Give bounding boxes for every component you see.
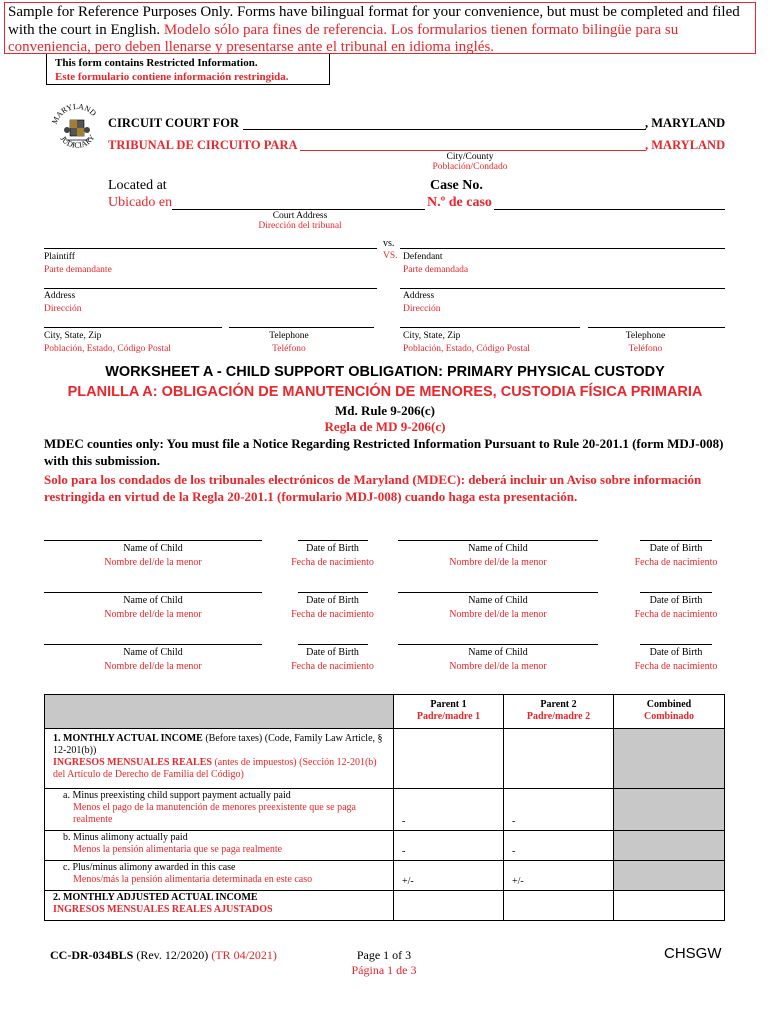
combined-child-support-cell bbox=[614, 789, 725, 831]
parent2-monthly-income-input[interactable] bbox=[504, 729, 614, 789]
defendant-address-en: Address bbox=[403, 291, 435, 301]
case-no-en: Case No. bbox=[430, 178, 483, 193]
rule-en: Md. Rule 9-206(c) bbox=[334, 403, 435, 418]
row1-es-rest: (antes de impuestos) (Sección 12-201(b) del Artículo de Derecho de Familia del Código) bbox=[53, 757, 377, 780]
child-name-en: Name of Child bbox=[468, 595, 528, 606]
child-dob-es: Fecha de nacimiento bbox=[291, 661, 374, 672]
form-code: CHSGW bbox=[664, 945, 722, 962]
combined-adjusted-income-input[interactable] bbox=[614, 891, 725, 921]
child-dob-line[interactable] bbox=[640, 540, 712, 541]
city-county-en: City/County bbox=[446, 152, 494, 162]
child-name-caption bbox=[398, 594, 598, 622]
child-dob-en: Date of Birth bbox=[306, 543, 359, 554]
plaintiff-city-line[interactable] bbox=[44, 327, 222, 328]
child-dob-line[interactable] bbox=[298, 592, 368, 593]
defendant-phone-en: Telephone bbox=[625, 331, 666, 341]
child-name-line[interactable] bbox=[398, 592, 598, 593]
child-dob-caption bbox=[620, 646, 732, 674]
located-at-en: Located at bbox=[108, 178, 167, 193]
child-name-caption bbox=[398, 542, 598, 570]
mdec-notice-es: Solo para los condados de los tribunales electrónicos de Maryland (MDEC): deberá incluir un Aviso sobre información restringida en virtud de la Regla 20-201.1 (formulario MDJ-008) cuando haga esta presentación. bbox=[44, 472, 702, 504]
parent1-alimony-awarded-input[interactable] bbox=[394, 861, 504, 891]
plaintiff-phone-caption bbox=[229, 330, 349, 356]
header-parent-1 bbox=[394, 695, 504, 729]
child-name-es: Nombre del/de la menor bbox=[104, 609, 202, 620]
child-name-en: Name of Child bbox=[468, 647, 528, 658]
rule-es: Regla de MD 9-206(c) bbox=[324, 419, 446, 434]
child-name-line[interactable] bbox=[398, 644, 598, 645]
child-dob-es: Fecha de nacimiento bbox=[291, 609, 374, 620]
rowb-en: b. Minus alimony actually paid bbox=[63, 832, 188, 843]
table-header-blank bbox=[45, 695, 394, 729]
plaintiff-address-caption bbox=[44, 290, 81, 316]
rowa-en: a. Minus preexisting child support payment actually paid bbox=[63, 790, 291, 801]
case-no-es: N.º de caso bbox=[427, 195, 492, 210]
minus-sign: - bbox=[512, 846, 516, 857]
city-county-caption bbox=[400, 152, 540, 172]
child-name-caption bbox=[44, 542, 262, 570]
worksheet-title-en: WORKSHEET A - CHILD SUPPORT OBLIGATION: PRIMARY PHYSICAL CUSTODY bbox=[105, 364, 665, 380]
row-minus-child-support-label bbox=[45, 789, 394, 831]
child-name-caption bbox=[44, 646, 262, 674]
court-county-line[interactable] bbox=[243, 129, 646, 130]
parent2-alimony-awarded-input[interactable] bbox=[504, 861, 614, 891]
parent1-alimony-paid-input[interactable] bbox=[394, 831, 504, 861]
form-rev: (Rev. 12/2020) bbox=[136, 948, 209, 962]
parent1-monthly-income-input[interactable] bbox=[394, 729, 504, 789]
court-state-en: , MARYLAND bbox=[645, 116, 726, 130]
restricted-en: This form contains Restricted Information. bbox=[55, 57, 258, 69]
child-dob-caption bbox=[620, 594, 732, 622]
combined-es: Combinado bbox=[643, 711, 694, 722]
child-name-line[interactable] bbox=[398, 540, 598, 541]
child-dob-caption bbox=[270, 646, 395, 674]
parent1-en: Parent 1 bbox=[430, 699, 467, 710]
court-label-es: TRIBUNAL DE CIRCUITO PARA bbox=[108, 138, 298, 152]
defendant-phone-caption bbox=[588, 330, 703, 356]
rowb-es: Menos la pensión alimentaria que se paga realmente bbox=[73, 844, 283, 855]
notice-english: Sample for Reference Purposes Only. Forms have bilingual format for your convenience, but must be completed and filed with the court in English. bbox=[8, 4, 740, 38]
plaintiff-city-en: City, State, Zip bbox=[44, 331, 102, 341]
defendant-es: Parte demandada bbox=[403, 265, 469, 275]
child-name-line[interactable] bbox=[44, 592, 262, 593]
form-id: CC-DR-034BLS bbox=[50, 948, 134, 962]
plaintiff-phone-line[interactable] bbox=[229, 327, 374, 328]
combined-en: Combined bbox=[646, 699, 692, 710]
plaintiff-city-caption bbox=[44, 330, 171, 356]
child-dob-en: Date of Birth bbox=[649, 647, 703, 658]
plaintiff-phone-en: Telephone bbox=[269, 331, 309, 341]
child-dob-caption bbox=[620, 542, 732, 570]
maryland-judiciary-seal-icon bbox=[48, 100, 106, 158]
page-en: Page 1 of 3 bbox=[356, 948, 412, 962]
income-table bbox=[44, 694, 725, 921]
city-county-es: Población/Condado bbox=[432, 162, 508, 172]
court-address-es: Dirección del tribunal bbox=[258, 221, 342, 231]
plaintiff-address-en: Address bbox=[44, 291, 76, 301]
row1-es-bold: INGRESOS MENSUALES REALES bbox=[53, 757, 212, 768]
minus-sign: - bbox=[512, 816, 516, 827]
child-dob-line[interactable] bbox=[640, 592, 712, 593]
parent2-en: Parent 2 bbox=[540, 699, 577, 710]
child-name-en: Name of Child bbox=[123, 647, 183, 658]
defendant-phone-es: Teléfono bbox=[628, 344, 663, 354]
parent1-adjusted-income-input[interactable] bbox=[394, 891, 504, 921]
child-name-es: Nombre del/de la menor bbox=[104, 557, 202, 568]
reference-notice bbox=[4, 2, 756, 54]
row-adjusted-income-label bbox=[45, 891, 394, 921]
child-dob-caption bbox=[270, 542, 395, 570]
plaintiff-es: Parte demandante bbox=[44, 265, 112, 275]
minus-sign: - bbox=[402, 846, 406, 857]
child-dob-en: Date of Birth bbox=[306, 595, 359, 606]
defendant-line[interactable] bbox=[400, 248, 725, 249]
defendant-phone-line[interactable] bbox=[588, 327, 725, 328]
defendant-city-en: City, State, Zip bbox=[403, 331, 461, 341]
child-dob-line[interactable] bbox=[298, 540, 368, 541]
child-dob-es: Fecha de nacimiento bbox=[634, 661, 718, 672]
row-monthly-income-label bbox=[45, 729, 394, 789]
rowa-es: Menos el pago de la manutención de menores preexistente que se paga realmente bbox=[73, 802, 356, 825]
court-label-en: CIRCUIT COURT FOR bbox=[108, 116, 240, 130]
parent1-child-support-input[interactable] bbox=[394, 789, 504, 831]
notice-spanish: Modelo sólo para fines de referencia. Los formularios tienen formato bilingüe para su conveniencia, pero deben llenarse y presentarse ante el tribunal en idioma inglés. bbox=[8, 21, 679, 55]
child-name-es: Nombre del/de la menor bbox=[104, 661, 202, 672]
page-es: Página 1 de 3 bbox=[351, 963, 417, 977]
court-address-caption bbox=[230, 211, 370, 231]
child-name-caption bbox=[398, 646, 598, 674]
parent2-alimony-paid-input[interactable] bbox=[504, 831, 614, 861]
plusminus-sign: +/- bbox=[402, 876, 414, 887]
plaintiff-city-es: Población, Estado, Código Postal bbox=[44, 344, 171, 354]
child-name-en: Name of Child bbox=[123, 595, 183, 606]
vs-es: VS. bbox=[383, 251, 398, 261]
parent2-child-support-input[interactable] bbox=[504, 789, 614, 831]
row1-en-rest: (Before taxes) (Code, Family Law Article, § 12-201(b)) bbox=[53, 733, 383, 756]
parent1-es: Padre/madre 1 bbox=[416, 711, 481, 722]
plaintiff-en: Plaintiff bbox=[44, 252, 75, 262]
parent2-adjusted-income-input[interactable] bbox=[504, 891, 614, 921]
plaintiff-line[interactable] bbox=[44, 248, 377, 249]
defendant-city-caption bbox=[403, 330, 530, 356]
case-number-line[interactable] bbox=[494, 209, 725, 210]
row-minus-alimony-label bbox=[45, 831, 394, 861]
located-at-es: Ubicado en bbox=[108, 195, 173, 210]
court-state-es: , MARYLAND bbox=[645, 138, 726, 152]
defendant-caption bbox=[403, 251, 468, 277]
child-name-line[interactable] bbox=[44, 644, 262, 645]
restricted-es: Este formulario contiene información restringida. bbox=[55, 71, 289, 83]
child-dob-caption bbox=[270, 594, 395, 622]
row1-en-bold: 1. MONTHLY ACTUAL INCOME bbox=[53, 733, 203, 744]
child-name-es: Nombre del/de la menor bbox=[449, 609, 547, 620]
seal-text-bottom: JUDICIARY bbox=[58, 132, 97, 150]
vs-en: vs. bbox=[383, 238, 395, 249]
minus-sign: - bbox=[402, 816, 406, 827]
rowc-en: c. Plus/minus alimony awarded in this case bbox=[63, 862, 236, 873]
combined-alimony-paid-cell bbox=[614, 831, 725, 861]
defendant-en: Defendant bbox=[403, 252, 443, 262]
plaintiff-caption bbox=[44, 251, 112, 277]
child-dob-line[interactable] bbox=[640, 644, 712, 645]
child-dob-en: Date of Birth bbox=[649, 595, 703, 606]
court-address-en: Court Address bbox=[272, 211, 328, 221]
row-alimony-awarded-label bbox=[45, 861, 394, 891]
form-tr: (TR 04/2021) bbox=[211, 948, 277, 962]
combined-alimony-awarded-cell bbox=[614, 861, 725, 891]
page-number bbox=[334, 948, 434, 978]
court-address-line[interactable] bbox=[172, 209, 425, 210]
child-name-es: Nombre del/de la menor bbox=[449, 661, 547, 672]
child-dob-es: Fecha de nacimiento bbox=[634, 609, 718, 620]
child-name-es: Nombre del/de la menor bbox=[449, 557, 547, 568]
form-id-footer bbox=[50, 948, 277, 963]
child-dob-es: Fecha de nacimiento bbox=[291, 557, 374, 568]
defendant-address-line[interactable] bbox=[400, 288, 725, 289]
plaintiff-phone-es: Teléfono bbox=[272, 344, 306, 354]
child-dob-es: Fecha de nacimiento bbox=[634, 557, 718, 568]
plusminus-sign: +/- bbox=[512, 876, 524, 887]
child-dob-en: Date of Birth bbox=[649, 543, 703, 554]
row2-es: INGRESOS MENSUALES REALES AJUSTADOS bbox=[53, 904, 273, 915]
child-name-caption bbox=[44, 594, 262, 622]
worksheet-title-es: PLANILLA A: OBLIGACIÓN DE MANUTENCIÓN DE MENORES, CUSTODIA FÍSICA PRIMARIA bbox=[67, 384, 703, 400]
seal-text-top: MARYLAND bbox=[49, 101, 98, 126]
combined-monthly-income-cell bbox=[614, 729, 725, 789]
child-dob-line[interactable] bbox=[298, 644, 368, 645]
defendant-address-caption bbox=[403, 290, 440, 316]
child-name-en: Name of Child bbox=[123, 543, 183, 554]
header-combined bbox=[614, 695, 725, 729]
child-name-en: Name of Child bbox=[468, 543, 528, 554]
mdec-notice-en: MDEC counties only: You must file a Notice Regarding Restricted Information Pursuant to Rule 20-201.1 (form MDJ-008) with this submission. bbox=[44, 436, 724, 468]
plaintiff-address-es: Dirección bbox=[44, 304, 82, 314]
child-dob-en: Date of Birth bbox=[306, 647, 359, 658]
defendant-city-line[interactable] bbox=[400, 327, 580, 328]
parent2-es: Padre/madre 2 bbox=[526, 711, 591, 722]
court-county-line-es bbox=[300, 150, 646, 151]
defendant-city-es: Población, Estado, Código Postal bbox=[403, 344, 530, 354]
defendant-address-es: Dirección bbox=[403, 304, 441, 314]
child-name-line[interactable] bbox=[44, 540, 262, 541]
row2-en: 2. MONTHLY ADJUSTED ACTUAL INCOME bbox=[53, 892, 258, 903]
plaintiff-address-line[interactable] bbox=[44, 288, 377, 289]
header-parent-2 bbox=[504, 695, 614, 729]
rowc-es: Menos/más la pensión alimentaria determinada en este caso bbox=[73, 874, 313, 885]
